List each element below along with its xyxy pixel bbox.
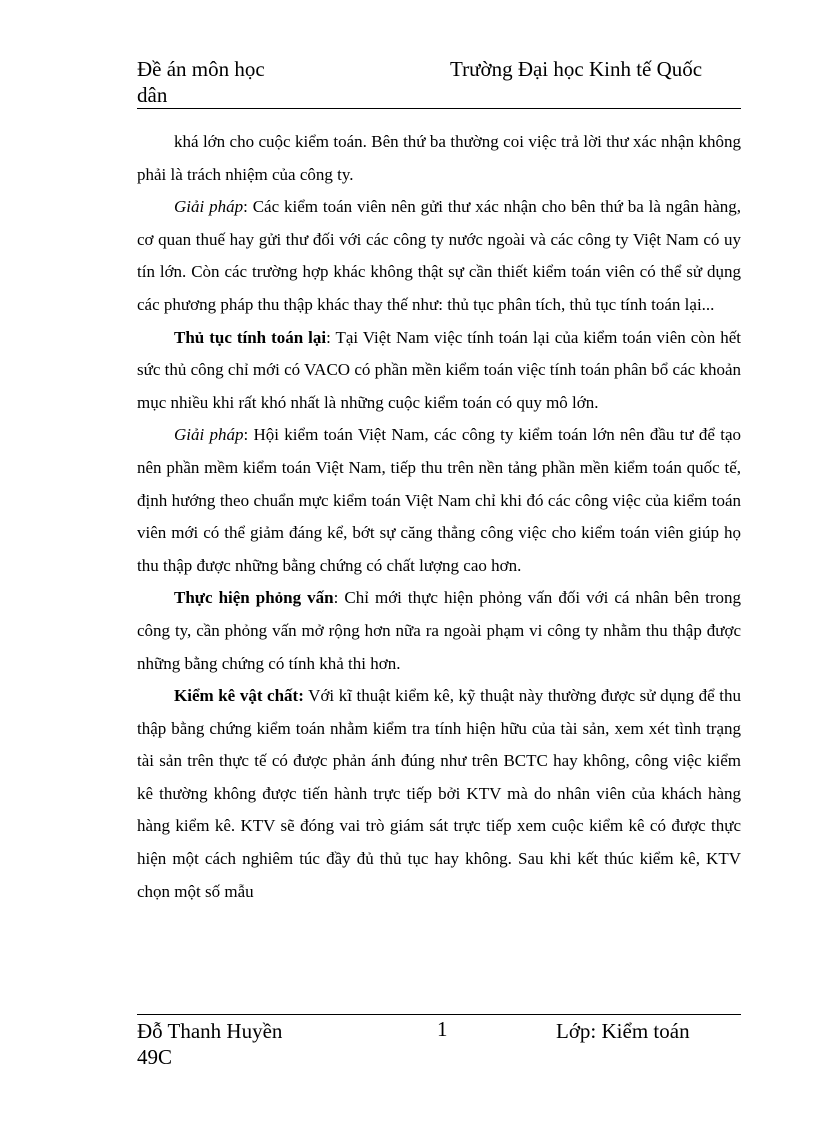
paragraph-3-lead: Thủ tục tính toán lại [174,327,327,347]
paragraph-5-text: : Chỉ mới thực hiện phỏng vấn đối với cá nhân bên trong công ty, cần phỏng vấn mở rộng hơn nữa ra ngoài phạm vi công ty nhằm thu thập được những bằng chứng có tính khả thi hơn. [137,588,741,673]
document-body [137,126,741,908]
footer-class: Lớp: Kiểm toán [556,1019,690,1043]
header-course: Đề án môn học [137,57,265,81]
paragraph-2-lead: Giải pháp [174,197,244,217]
footer-author-class-code: 49C [137,1045,173,1069]
paragraph-5-lead: Thực hiện phỏng vấn [174,588,334,608]
paragraph-2-text: : Các kiểm toán viên nên gửi thư xác nhận cho bên thứ ba là ngân hàng, cơ quan thuế hay gửi thư đối với các công ty nước ngoài và các công ty Việt Nam có uy tín lớn. Còn các trường hợp khác không thật sự cần thiết kiểm toán viên có thể sử dụng các phương pháp thu thập khác thay thế như: thủ tục phân tích, thủ tục tính toán lại... [137,197,741,314]
paragraph-4-lead: Giải pháp [174,425,244,445]
paragraph-3 [137,322,741,420]
paragraph-6-text: Với kĩ thuật kiểm kê, kỹ thuật này thường được sử dụng để thu thập bằng chứng kiểm toán nhằm kiểm tra tính hiện hữu của tài sản, xem xét tình trạng tài sản trên thực tế có được phản ánh đúng như trên BCTC hay không, công việc kiểm kê thường không được tiến hành trực tiếp bởi KTV mà do nhân viên của khách hàng hàng kiểm kê. KTV sẽ đóng vai trò giám sát trực tiếp xem cuộc kiểm kê có được thực hiện một cách nghiêm túc đầy đủ thủ tục hay không. Sau khi kết thúc kiểm kê, KTV chọn một số mẫu [137,686,742,901]
footer-divider [137,1014,741,1015]
paragraph-5 [137,582,741,680]
page-header [137,56,741,109]
paragraph-2 [137,191,741,321]
paragraph-6-lead: Kiểm kê vật chất: [174,686,304,706]
paragraph-3-text: : Tại Việt Nam việc tính toán lại của kiểm toán viên còn hết sức thủ công chỉ mới có VACO có phần mền kiểm toán việc tính toán phân bổ các khoản mục nhiều khi rất khó nhất là những cuộc kiểm toán có quy mô lớn. [137,327,742,412]
header-university: Trường Đại học Kinh tế Quốc [450,57,703,81]
paragraph-1 [137,126,741,191]
paragraph-1-text: khá lớn cho cuộc kiểm toán. Bên thứ ba thường coi việc trả lời thư xác nhận không phải là trách nhiệm của công ty. [137,132,741,184]
paragraph-4-text: : Hội kiểm toán Việt Nam, các công ty kiểm toán lớn nên đầu tư để tạo nên phần mềm kiểm toán Việt Nam, tiếp thu trên nền tảng phần mền kiểm toán quốc tế, định hướng theo chuẩn mực kiểm toán Việt Nam chỉ khi đó các công việc của kiểm toán viên mới có thể giảm đáng kể, bớt sự căng thẳng công việc cho kiểm toán viên giúp họ thu thập được những bằng chứng có chất lượng cao hơn. [137,425,741,575]
paragraph-4 [137,419,741,582]
paragraph-6 [137,680,741,908]
footer-page-number: 1 [437,1017,448,1041]
footer-author: Đỗ Thanh Huyền [137,1019,283,1043]
header-university-wrap: dân [137,83,168,107]
